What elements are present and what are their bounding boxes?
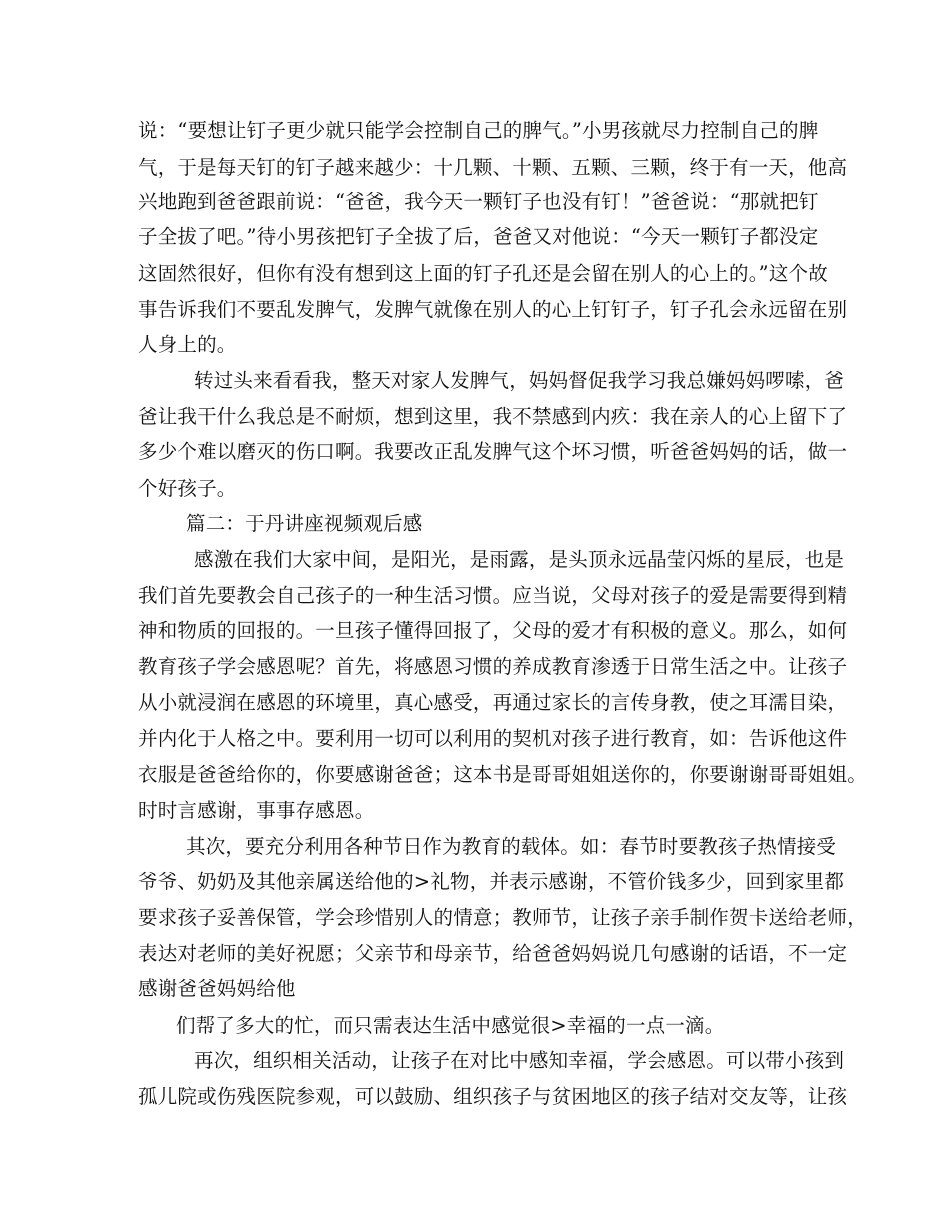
text-line: 爸让我干什么我总是不耐烦，想到这里，我不禁感到内疚：我在亲人的心上留下了: [138, 405, 848, 428]
text-line: 表达对老师的美好祝愿；父亲节和母亲节，给爸爸妈妈说几句感谢的话语，不一定: [138, 942, 848, 965]
text-line: 们帮了多大的忙，而只需表达生活中感觉很>幸福的一点一滴。: [176, 1014, 725, 1037]
text-line: 衣服是爸爸给你的，你要感谢爸爸；这本书是哥哥姐姐送你的，你要谢谢哥哥姐姐。: [138, 763, 867, 786]
text-line: 教育孩子学会感恩呢？首先，将感恩习惯的养成教育渗透于日常生活之中。让孩子: [138, 655, 848, 678]
text-line: 气，于是每天钉的钉子越来越少：十几颗、十颗、五颗、三颗，终于有一天，他高: [138, 156, 848, 179]
text-line: 感激在我们大家中间，是阳光，是雨露，是头顶永远晶莹闪烁的星辰，也是: [194, 548, 845, 571]
text-line: 神和物质的回报的。一旦孩子懂得回报了，父母的爱才有积极的意义。那么，如何: [138, 619, 848, 642]
text-line: 我们首先要教会自己孩子的一种生活习惯。应当说，父母对孩子的爱是需要得到精: [138, 584, 848, 607]
text-line: 孤儿院或伤残医院参观，可以鼓励、组织孩子与贫困地区的孩子结对交友等，让孩: [138, 1085, 848, 1108]
text-line: 这固然很好，但你有没有想到这上面的钉子孔还是会留在别人的心上的。”这个故: [138, 262, 828, 285]
text-line: 从小就浸润在感恩的环境里，真心感受，再通过家长的言传身教，使之耳濡目染，: [138, 691, 848, 714]
text-line: 个好孩子。: [138, 477, 237, 500]
text-line: 多少个难以磨灭的伤口啊。我要改正乱发脾气这个坏习惯，听爸爸妈妈的话，做一: [138, 440, 848, 463]
text-line: 说：“要想让钉子更少就只能学会控制自己的脾气。”小男孩就尽力控制自己的脾: [138, 119, 819, 142]
text-line: 子全拔了吧。”待小男孩把钉子全拔了后，爸爸又对他说：“今天一颗钉子都没定: [138, 225, 819, 248]
text-line: 再次，组织相关活动，让孩子在对比中感知幸福，学会感恩。可以带小孩到: [194, 1049, 845, 1072]
section-heading: 篇二：于丹讲座视频观后感: [186, 512, 423, 535]
text-line: 感谢爸爸妈妈给他: [138, 977, 296, 1000]
text-line: 并内化于人格之中。要利用一切可以利用的契机对孩子进行教育，如：告诉他这件: [138, 727, 848, 750]
text-line: 时时言感谢，事事存感恩。: [138, 799, 375, 822]
text-line: 其次，要充分利用各种节日作为教育的载体。如：春节时要教孩子热情接受: [186, 835, 837, 858]
text-line: 爷爷、奶奶及其他亲属送给他的>礼物，并表示感谢，不管价钱多少，回到家里都: [138, 870, 845, 893]
text-line: 事告诉我们不要乱发脾气，发脾气就像在别人的心上钉钉子，钉子孔会永远留在别: [138, 298, 848, 321]
text-line: 转过头来看看我，整天对家人发脾气，妈妈督促我学习我总嫌妈妈啰嗦，爸: [194, 369, 845, 392]
text-line: 兴地跑到爸爸跟前说：“爸爸，我今天一颗钉子也没有钉！”爸爸说：“那就把钉: [138, 190, 819, 213]
text-line: 人身上的。: [138, 333, 237, 356]
text-line: 要求孩子妥善保管，学会珍惜别人的情意；教师节，让孩子亲手制作贺卡送给老师，: [138, 906, 867, 929]
